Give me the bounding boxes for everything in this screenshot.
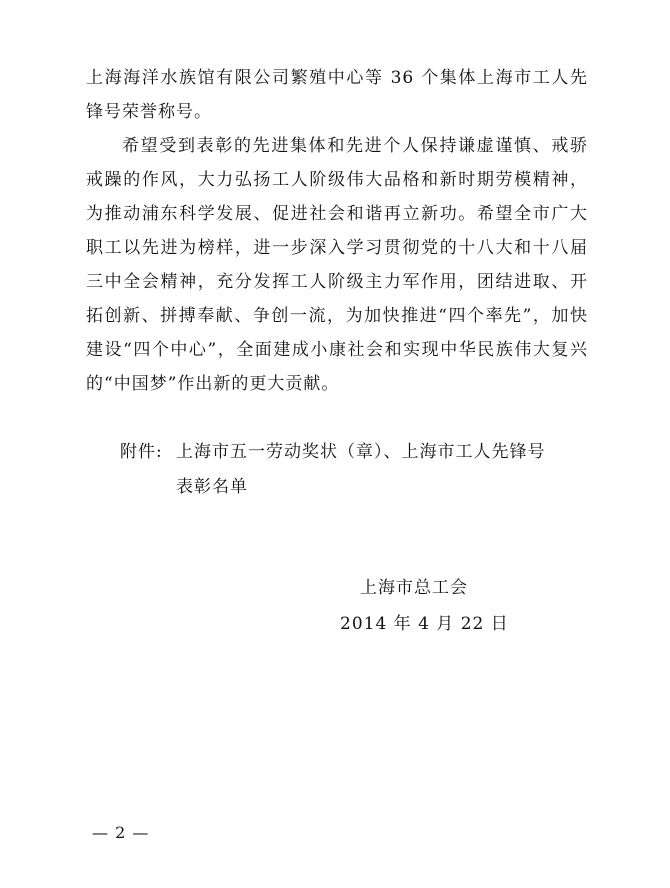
attachment-label: 附件: xyxy=(120,442,163,462)
issuer-name: 上海市总工会 xyxy=(360,578,468,598)
attachment-line-1: 上海市五一劳动奖状（章）、上海市工人先锋号 xyxy=(176,442,546,462)
issue-date: 2014 年 4 月 22 日 xyxy=(340,614,509,634)
attachment-line-2: 表彰名单 xyxy=(176,477,248,497)
body-paragraph-1: 上海海洋水族馆有限公司繁殖中心等 36 个集体上海市工人先锋号荣誉称号。 xyxy=(86,68,588,122)
page-number: — 2 — xyxy=(92,823,150,842)
body-paragraph-2: 希望受到表彰的先进集体和先进个人保持谦虚谨慎、戒骄戒躁的作风，大力弘扬工人阶级伟大品格和新时期劳模精神，为推动浦东科学发展、促进社会和谐再立新功。希望全市广大职工以先进为榜样，进一步深入学习贯彻党的十八大和十八届三中全会精神，充分发挥工人阶级主力军作用，团结进取、开拓创新、拼搏奉献、争创一流，为加快推进“四个率先”，加快建设“四个中心”，全面建成小康社会和实现中华民族伟大复兴的“中国梦”作出新的更大贡献。 xyxy=(86,136,588,394)
